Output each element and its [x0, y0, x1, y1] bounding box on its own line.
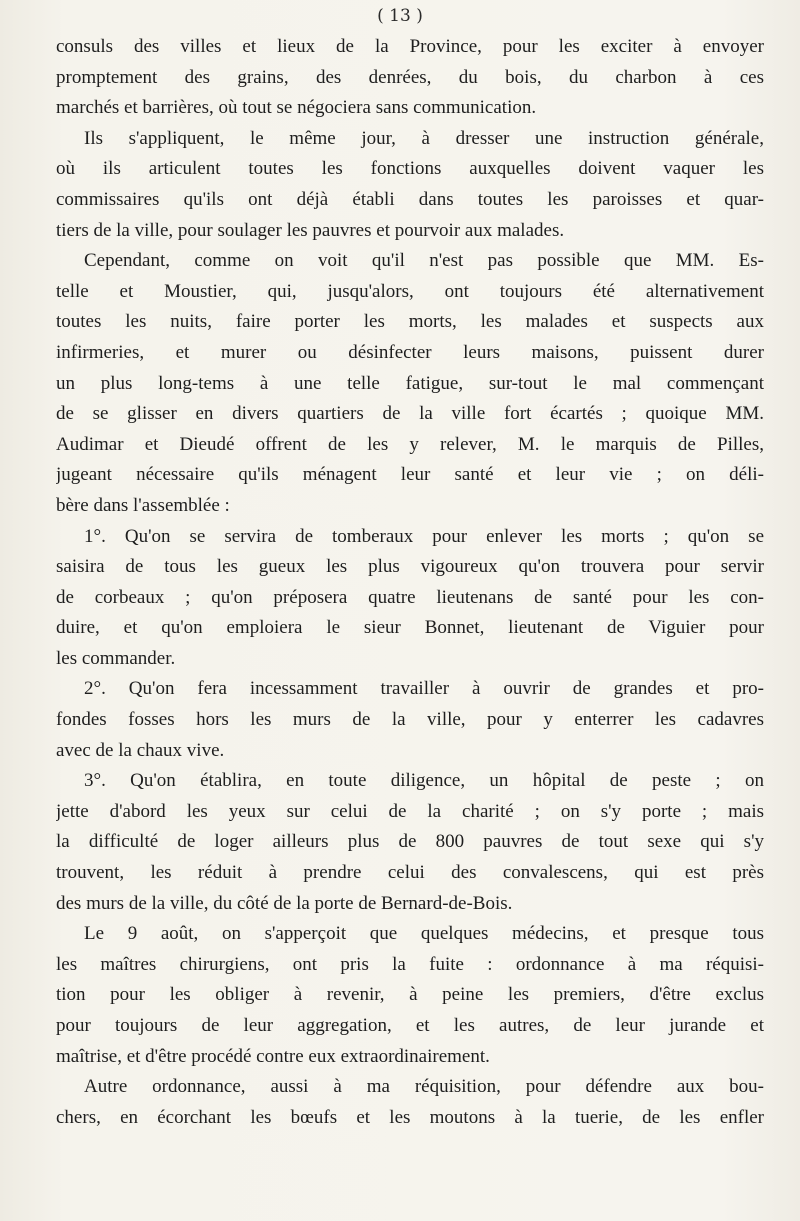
text-line: Le 9 août, on s'apperçoit que quelques médecins, et presque tous: [84, 923, 764, 945]
text-line: des murs de la ville, du côté de la porte de Bernard-de-Bois.: [56, 892, 513, 914]
text-line: 3°. Qu'on établira, en toute diligence, un hôpital de peste ; on: [84, 770, 764, 792]
text-line: maîtrise, et d'être procédé contre eux extraordinairement.: [56, 1045, 490, 1067]
text-line: toutes les nuits, faire porter les morts, les malades et suspects aux: [56, 311, 764, 333]
text-line: pour toujours de leur aggregation, et les autres, de leur jurande et: [56, 1015, 764, 1036]
text-line: avec de la chaux vive.: [56, 739, 225, 761]
text-line: duire, et qu'on emploiera le sieur Bonnet, lieutenant de Viguier pour: [56, 617, 764, 639]
text-line: tiers de la ville, pour soulager les pauvres et pourvoir aux malades.: [56, 219, 565, 241]
text-line: Ils s'appliquent, le même jour, à dresser une instruction générale,: [84, 127, 764, 149]
text-line: Cependant, comme on voit qu'il n'est pas possible que MM. Es-: [84, 250, 764, 272]
text-line: fondes fosses hors les murs de la ville, pour y enterrer les cadavres: [56, 709, 764, 731]
text-line: Audimar et Dieudé offrent de les y relever, M. le marquis de Pilles,: [56, 433, 764, 455]
text-line: saisira de tous les gueux les plus vigoureux qu'on trouvera pour servir: [56, 556, 764, 578]
text-line: marchés et barrières, où tout se négociera sans communication.: [56, 97, 537, 119]
text-line: commissaires qu'ils ont déjà établi dans toutes les paroisses et quar-: [56, 188, 764, 210]
text-line: 1°. Qu'on se servira de tomberaux pour enlever les morts ; qu'on se: [84, 525, 764, 547]
text-line: bère dans l'assemblée :: [56, 494, 230, 516]
text-line: tion pour les obliger à revenir, à peine les premiers, d'être exclus: [56, 984, 764, 1006]
body-text: [56, 32, 764, 1133]
text-line: de corbeaux ; qu'on préposera quatre lieutenans de santé pour les con-: [56, 586, 764, 608]
text-line: où ils articulent toutes les fonctions auxquelles doivent vaquer les: [56, 158, 764, 180]
text-line: infirmeries, et murer ou désinfecter leurs maisons, puissent durer: [56, 341, 764, 363]
text-line: Autre ordonnance, aussi à ma réquisition, pour défendre aux bou-: [84, 1076, 764, 1098]
page-number: ( 13 ): [377, 6, 423, 26]
text-line: jugeant nécessaire qu'ils ménagent leur santé et leur vie ; on déli-: [56, 464, 764, 486]
text-line: trouvent, les réduit à prendre celui des convalescens, qui est près: [56, 862, 764, 884]
text-line: un plus long-tems à une telle fatigue, sur-tout le mal commençant: [56, 372, 764, 394]
text-line: promptement des grains, des denrées, du bois, du charbon à ces: [56, 66, 764, 88]
text-line: telle et Moustier, qui, jusqu'alors, ont toujours été alternativement: [56, 280, 764, 302]
text-line: consuls des villes et lieux de la Province, pour les exciter à envoyer: [56, 36, 764, 57]
text-line: les maîtres chirurgiens, ont pris la fuite : ordonnance à ma réquisi-: [56, 953, 764, 975]
text-line: chers, en écorchant les bœufs et les moutons à la tuerie, de les enfler: [56, 1106, 764, 1128]
text-line: les commander.: [56, 647, 176, 669]
text-line: 2°. Qu'on fera incessamment travailler à ouvrir de grandes et pro-: [84, 678, 764, 700]
text-line: la difficulté de loger ailleurs plus de 800 pauvres de tout sexe qui s'y: [56, 831, 764, 853]
text-line: jette d'abord les yeux sur celui de la charité ; on s'y porte ; mais: [56, 800, 764, 822]
text-line: de se glisser en divers quartiers de la ville fort écartés ; quoique MM.: [56, 403, 764, 425]
